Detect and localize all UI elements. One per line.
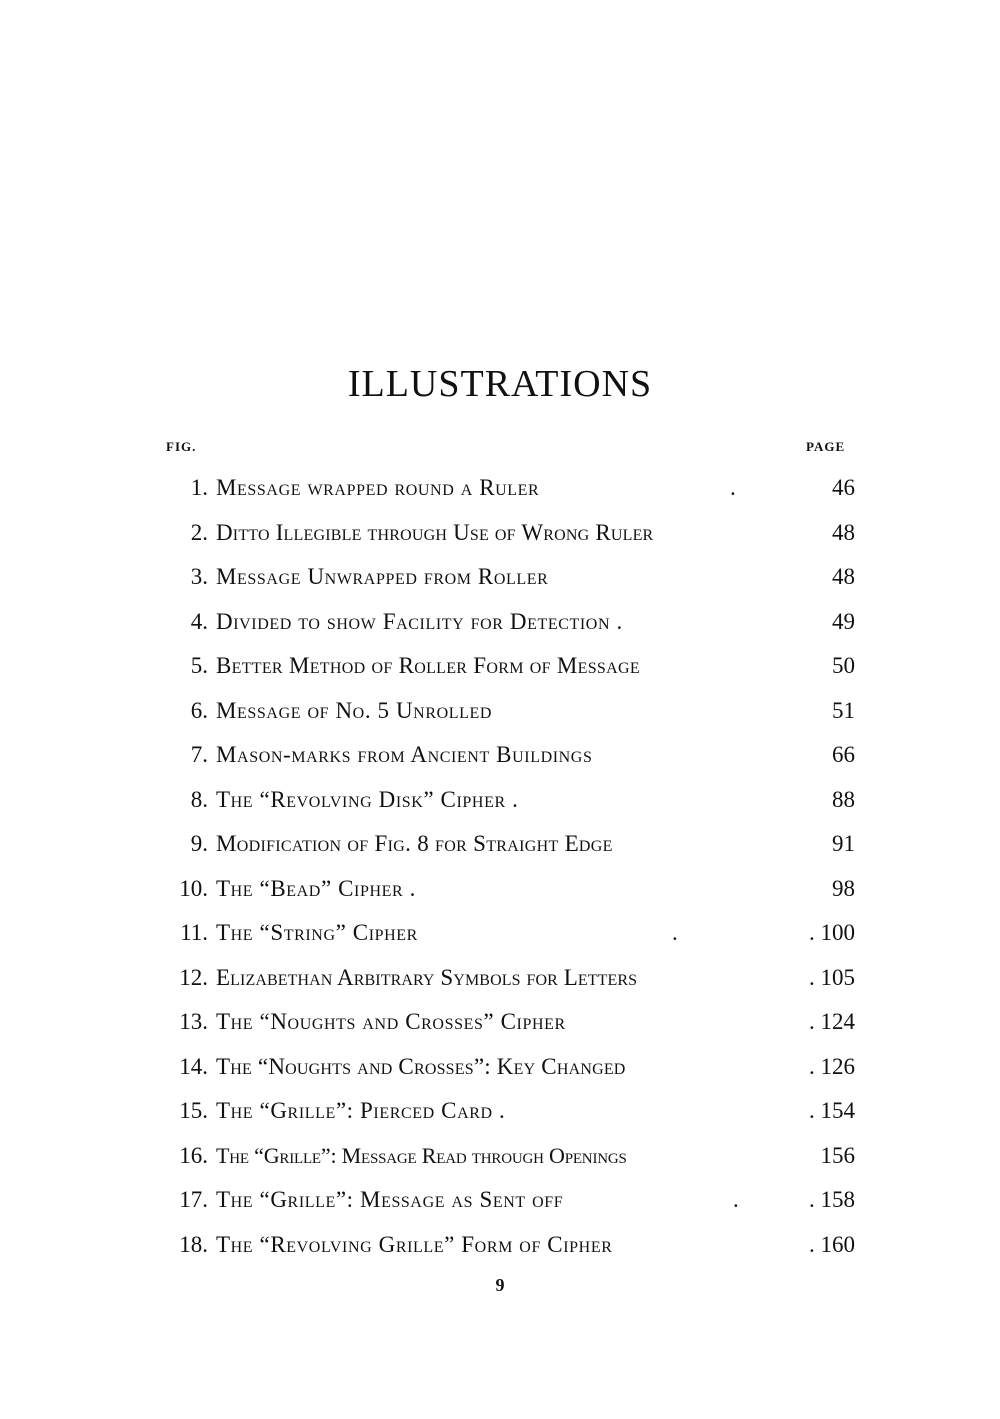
figure-title: The “Noughts and Crosses” Cipher [216, 1009, 566, 1034]
illustrations-list [160, 466, 860, 1267]
dot-leader: . [733, 1187, 739, 1212]
figure-number: 2. [190, 519, 208, 545]
figure-number: 9. [190, 831, 208, 856]
page-ref: 48 [832, 564, 855, 589]
list-item [160, 466, 860, 511]
figure-title: Elizabethan Arbitrary Symbols for Letters [216, 964, 638, 990]
page-title: ILLUSTRATIONS [347, 363, 653, 405]
page-ref: . 158 [809, 1187, 855, 1212]
figure-title: The “Revolving Disk” Cipher . [216, 786, 519, 812]
list-item [160, 1134, 860, 1179]
page-ref: . 160 [809, 1231, 855, 1257]
figure-number: 17. [179, 1187, 208, 1212]
list-item [160, 555, 860, 600]
page-ref: 49 [832, 608, 855, 634]
page-ref: . 105 [809, 964, 855, 990]
figure-title: Message Unwrapped from Roller [216, 564, 549, 589]
figure-number: 1. [190, 475, 208, 500]
page-ref: . 124 [809, 1009, 855, 1034]
figure-title: The “Noughts and Crosses”: Key Changed [216, 1053, 626, 1079]
page-ref: 98 [832, 875, 855, 901]
list-item [160, 600, 860, 645]
figure-number: 12. [179, 964, 208, 990]
page-ref: . 154 [809, 1098, 855, 1123]
figure-title: The “Grille”: Message as Sent off [216, 1187, 564, 1212]
list-item [160, 644, 860, 689]
figure-title: Message of No. 5 Unrolled [216, 697, 493, 723]
page-ref: 46 [832, 475, 855, 500]
figure-number: 15. [179, 1098, 208, 1123]
figure-title: The “Grille”: Message Read through Openings [216, 1142, 627, 1168]
page-ref: . 126 [809, 1053, 855, 1079]
list-item [160, 689, 860, 734]
page-column-header: PAGE [806, 439, 846, 454]
page-ref: 48 [832, 519, 855, 545]
figure-number: 13. [179, 1009, 208, 1034]
figure-number: 3. [190, 564, 208, 589]
figure-title: Modification of Fig. 8 for Straight Edge [216, 831, 613, 856]
page-ref: 91 [832, 831, 855, 856]
figure-title: The “Revolving Grille” Form of Cipher [216, 1231, 613, 1257]
figure-number: 11. [180, 920, 208, 945]
list-item [160, 911, 860, 956]
figure-number: 7. [190, 742, 208, 767]
list-item [160, 822, 860, 867]
dot-leader: . [730, 475, 736, 500]
fig-column-header: FIG. [166, 439, 197, 454]
figure-number: 16. [179, 1142, 208, 1168]
figure-title: Ditto Illegible through Use of Wrong Ruler [216, 519, 654, 545]
figure-title: The “String” Cipher [216, 920, 418, 945]
list-item [160, 1000, 860, 1045]
figure-number: 4. [190, 608, 208, 634]
figure-number: 5. [190, 653, 208, 678]
page-ref: 50 [832, 653, 855, 678]
page-ref: 51 [832, 697, 855, 723]
list-item [160, 1045, 860, 1090]
page-ref: 156 [820, 1142, 855, 1168]
list-item [160, 511, 860, 556]
figure-number: 18. [179, 1231, 208, 1257]
page-ref: 88 [832, 786, 855, 812]
dot-leader: . [672, 920, 678, 945]
figure-title: Divided to show Facility for Detection . [216, 608, 623, 634]
figure-title: Mason-marks from Ancient Buildings [216, 742, 593, 767]
list-item [160, 733, 860, 778]
list-item [160, 867, 860, 912]
list-item [160, 956, 860, 1001]
figure-title: The “Grille”: Pierced Card . [216, 1098, 506, 1123]
figure-number: 10. [179, 875, 208, 901]
list-item [160, 1223, 860, 1268]
page-ref: . 100 [809, 920, 855, 945]
figure-number: 6. [190, 697, 208, 723]
list-item [160, 778, 860, 823]
page-ref: 66 [832, 742, 855, 767]
figure-title: Message wrapped round a Ruler [216, 475, 540, 500]
figure-title: Better Method of Roller Form of Message [216, 653, 640, 678]
list-item [160, 1178, 860, 1223]
page-number: 9 [495, 1275, 505, 1295]
figure-title: The “Bead” Cipher . [216, 875, 416, 901]
figure-number: 14. [179, 1053, 208, 1079]
figure-number: 8. [190, 786, 208, 812]
list-item [160, 1089, 860, 1134]
